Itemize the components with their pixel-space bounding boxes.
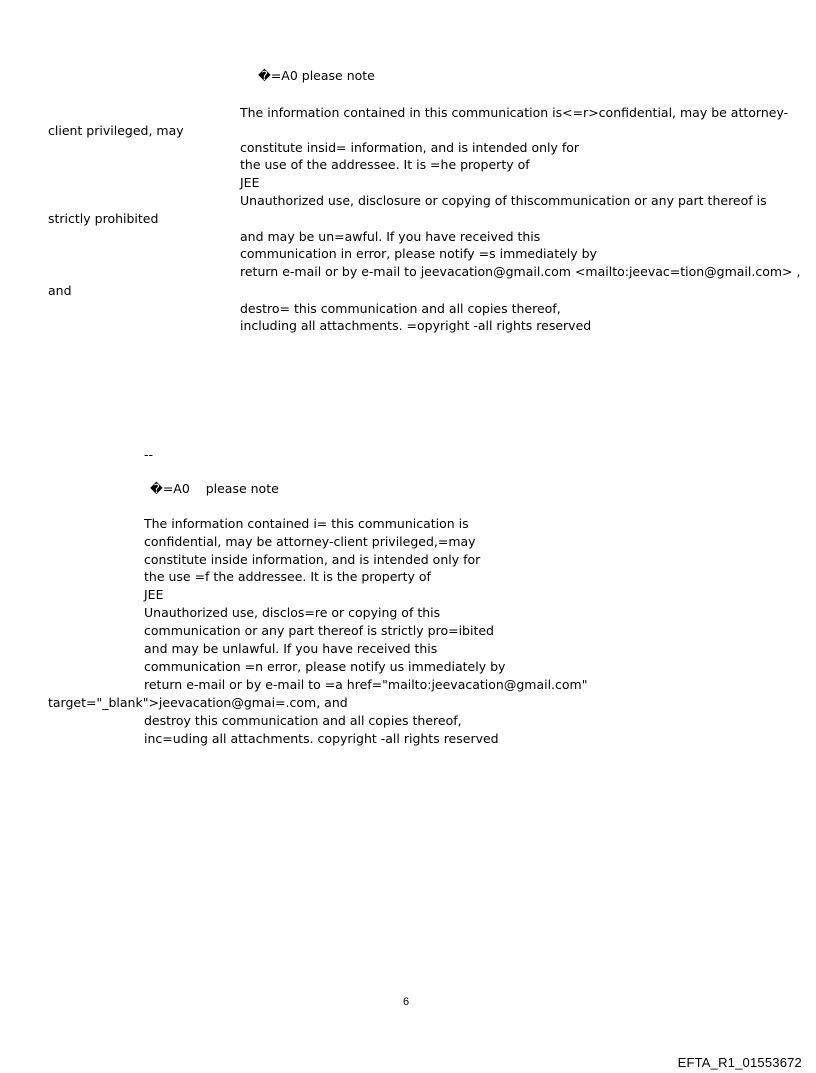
block1-line-8: strictly prohibited xyxy=(48,211,159,226)
block2-line-1: -- xyxy=(144,447,154,462)
block1-line-7: Unauthorized use, disclosure or copying of thiscommunication or any part thereof is xyxy=(240,193,767,208)
block2-line-12: return e-mail or by e-mail to =a href="mailto:jeevacation@gmail.com" xyxy=(144,677,588,692)
block1-line-6: JEE xyxy=(240,175,260,190)
block2-line-14: destroy this communication and all copies thereof, xyxy=(144,713,462,728)
block2-line-7: JEE xyxy=(144,587,164,602)
block1-line-4: constitute insid= information, and is intended only for xyxy=(240,140,580,155)
block2-line-8: Unauthorized use, disclos=re or copying of this xyxy=(144,605,441,620)
block1-line-14: including all attachments. =opyright -all rights reserved xyxy=(240,318,592,333)
block1-line-10: communication in error, please notify =s immediately by xyxy=(240,246,597,261)
block1-line-3: client privileged, may xyxy=(48,123,184,138)
block2-line-5: constitute inside information, and is intended only for xyxy=(144,552,481,567)
block1-line-1: �=A0 please note xyxy=(258,68,375,83)
block2-line-13: target="_blank">jeevacation@gmai=.com, and xyxy=(48,695,348,710)
document-id: EFTA_R1_01553672 xyxy=(677,1055,802,1070)
page-number: 6 xyxy=(403,996,410,1008)
block2-line-15: inc=uding all attachments. copyright -all rights reserved xyxy=(144,731,499,746)
block2-line-9: communication or any part thereof is strictly pro=ibited xyxy=(144,623,494,638)
block2-line-2: �=A0 please note xyxy=(150,481,279,496)
block1-line-5: the use of the addressee. It is =he property of xyxy=(240,157,530,172)
block1-line-12: and xyxy=(48,283,72,298)
block1-line-9: and may be un=awful. If you have received this xyxy=(240,229,541,244)
block2-line-6: the use =f the addressee. It is the property of xyxy=(144,569,431,584)
block2-line-4: confidential, may be attorney-client privileged,=may xyxy=(144,534,476,549)
block1-line-11: return e-mail or by e-mail to jeevacation@gmail.com <mailto:jeevac=tion@gmail.com> , xyxy=(240,264,801,279)
block2-line-3: The information contained i= this communication is xyxy=(144,516,469,531)
block2-line-11: communication =n error, please notify us immediately by xyxy=(144,659,506,674)
block2-line-10: and may be unlawful. If you have received this xyxy=(144,641,438,656)
block1-line-13: destro= this communication and all copies thereof, xyxy=(240,301,561,316)
block1-line-2: The information contained in this communication is<=r>confidential, may be attorney- xyxy=(240,105,789,120)
